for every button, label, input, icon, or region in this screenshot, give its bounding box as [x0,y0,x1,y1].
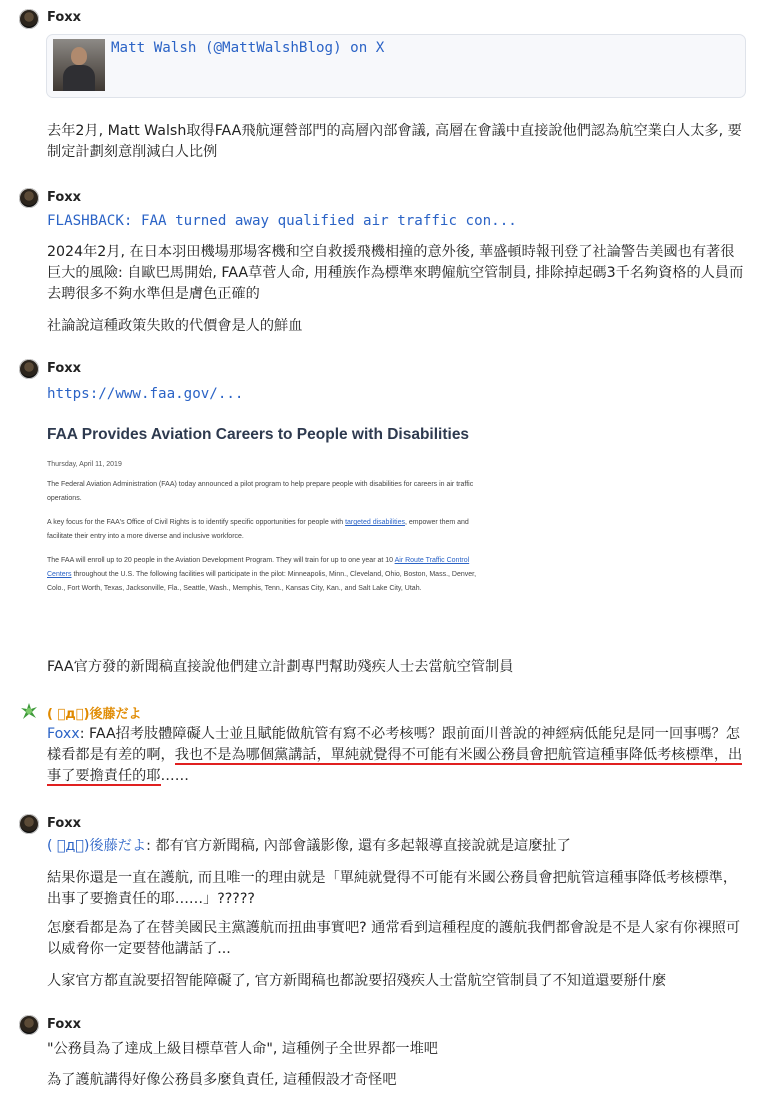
avatar[interactable] [19,359,39,379]
avatar[interactable] [19,9,39,29]
post-text: "公務員為了達成上級目標草菅人命", 這種例子全世界都一堆吧 [47,1041,438,1057]
preview-title[interactable]: Matt Walsh (@MattWalshBlog) on X [111,40,385,56]
avatar[interactable] [19,188,39,208]
artcc-link[interactable]: Air Route Traffic Control Centers [47,557,470,578]
faa-link[interactable]: https://www.faa.gov/... [47,386,244,402]
author-name[interactable]: ( ゚д゚)後藤だよ [47,707,142,722]
press-release-paragraph: A key focus for the FAA's Office of Civil Rights is to identify specific opportunities for people with targeted disabilities, empower them and facilitate their entry into a more diverse and inclusive workforce. [47,519,469,540]
post-text: ( ゚д゚)後藤だよ: 都有官方新聞稿, 內部會議影像, 還有多起報導直接說就是這麼扯了 [47,838,571,854]
post-text: 怎麼看都是為了在替美國民主黨護航而扭曲事實吧? 通常看到這種程度的護航我們都會說是不是人家有你裸照可以威脅你一定要替他講話了... [47,920,741,957]
preview-thumbnail [53,39,105,91]
press-release-image[interactable] [47,425,477,596]
post-text: FAA官方發的新聞稿直接說他們建立計劃專門幫助殘疾人士去當航空管制員 [47,659,514,675]
avatar[interactable] [19,701,39,721]
link-preview-card[interactable] [46,34,746,98]
author-name[interactable]: Foxx [47,1017,82,1032]
avatar[interactable] [19,1015,39,1035]
avatar[interactable] [19,814,39,834]
underlined-text: 我也不是為哪個黨講話，單純就覺得不可能有米國公務員會把航管這種事降低考核標準，出事了要擔責任的耶 [47,747,743,784]
post-text: 人家官方都直說要招智能障礙了, 官方新聞稿也都說要招殘疾人士當航空管制員了不知道還要掰什麼 [47,973,667,989]
targeted-disabilities-link[interactable]: targeted disabilities [345,519,406,526]
post-text: Foxx: FAA招考肢體障礙人士並且賦能做航管有寫不必考核嗎？跟前面川普說的神經病低能兒是同一回事嗎？怎樣看都是有差的啊，我也不是為哪個黨講話，單純就覺得不可能有米國公務員會把航管這種事降低考核標準，出事了要擔責任的耶…… [47,726,743,784]
post-text: 社論說這種政策失敗的代價會是人的鮮血 [47,318,303,334]
author-name[interactable]: Foxx [47,816,82,831]
press-release-paragraph: The FAA will enroll up to 20 people in the Aviation Development Program. They will train for up to one year at 10 Air Route Traffic Control Centers throughout the U.S. The following facilities will participate in the pilot: Minneapolis, Minn., Cleveland, Ohio, Boston, Mass., Denver, Colo., Fort Worth, Texas, Jacksonville, Fla., Seattle, Wash., Memphis, Tenn., Kansas City, Kan., and Salt Lake City, Utah. [47,557,477,592]
post-text: 去年2月, Matt Walsh取得FAA飛航運營部門的高層內部會議, 高層在會議中直接說他們認為航空業白人太多, 要制定計劃刻意削減白人比例 [47,123,742,160]
author-name[interactable]: Foxx [47,10,82,25]
mention[interactable]: Foxx [47,726,80,742]
article-link[interactable]: FLASHBACK: FAA turned away qualified air traffic con... [47,213,517,229]
post-text: 為了護航講得好像公務員多麼負責任, 這種假設才奇怪吧 [47,1072,397,1088]
author-name[interactable]: Foxx [47,190,82,205]
press-release-title: FAA Provides Aviation Careers to People with Disabilities [47,426,470,443]
press-release-date: Thursday, April 11, 2019 [47,461,122,468]
post-text: 2024年2月, 在日本羽田機場那場客機和空自救援飛機相撞的意外後, 華盛頓時報刊登了社論警告美國也有著很巨大的風險: 自歐巴馬開始, FAA草菅人命, 用種族作為標準來聘僱航空管制員, 排除掉起碼3千名夠資格的人員而去聘很多不夠水準但是膚色正確的 [47,244,744,302]
author-name[interactable]: Foxx [47,361,82,376]
post-text: 結果你還是一直在護航, 而且唯一的理由就是「單純就覺得不可能有米國公務員會把航管這種事降低考核標準，出事了要擔責任的耶……」????? [47,870,738,907]
mention[interactable]: ( ゚д゚)後藤だよ [47,838,147,854]
press-release-paragraph: The Federal Aviation Administration (FAA) today announced a pilot program to help prepare people with disabilities for careers in air traffic operations. [47,481,474,502]
